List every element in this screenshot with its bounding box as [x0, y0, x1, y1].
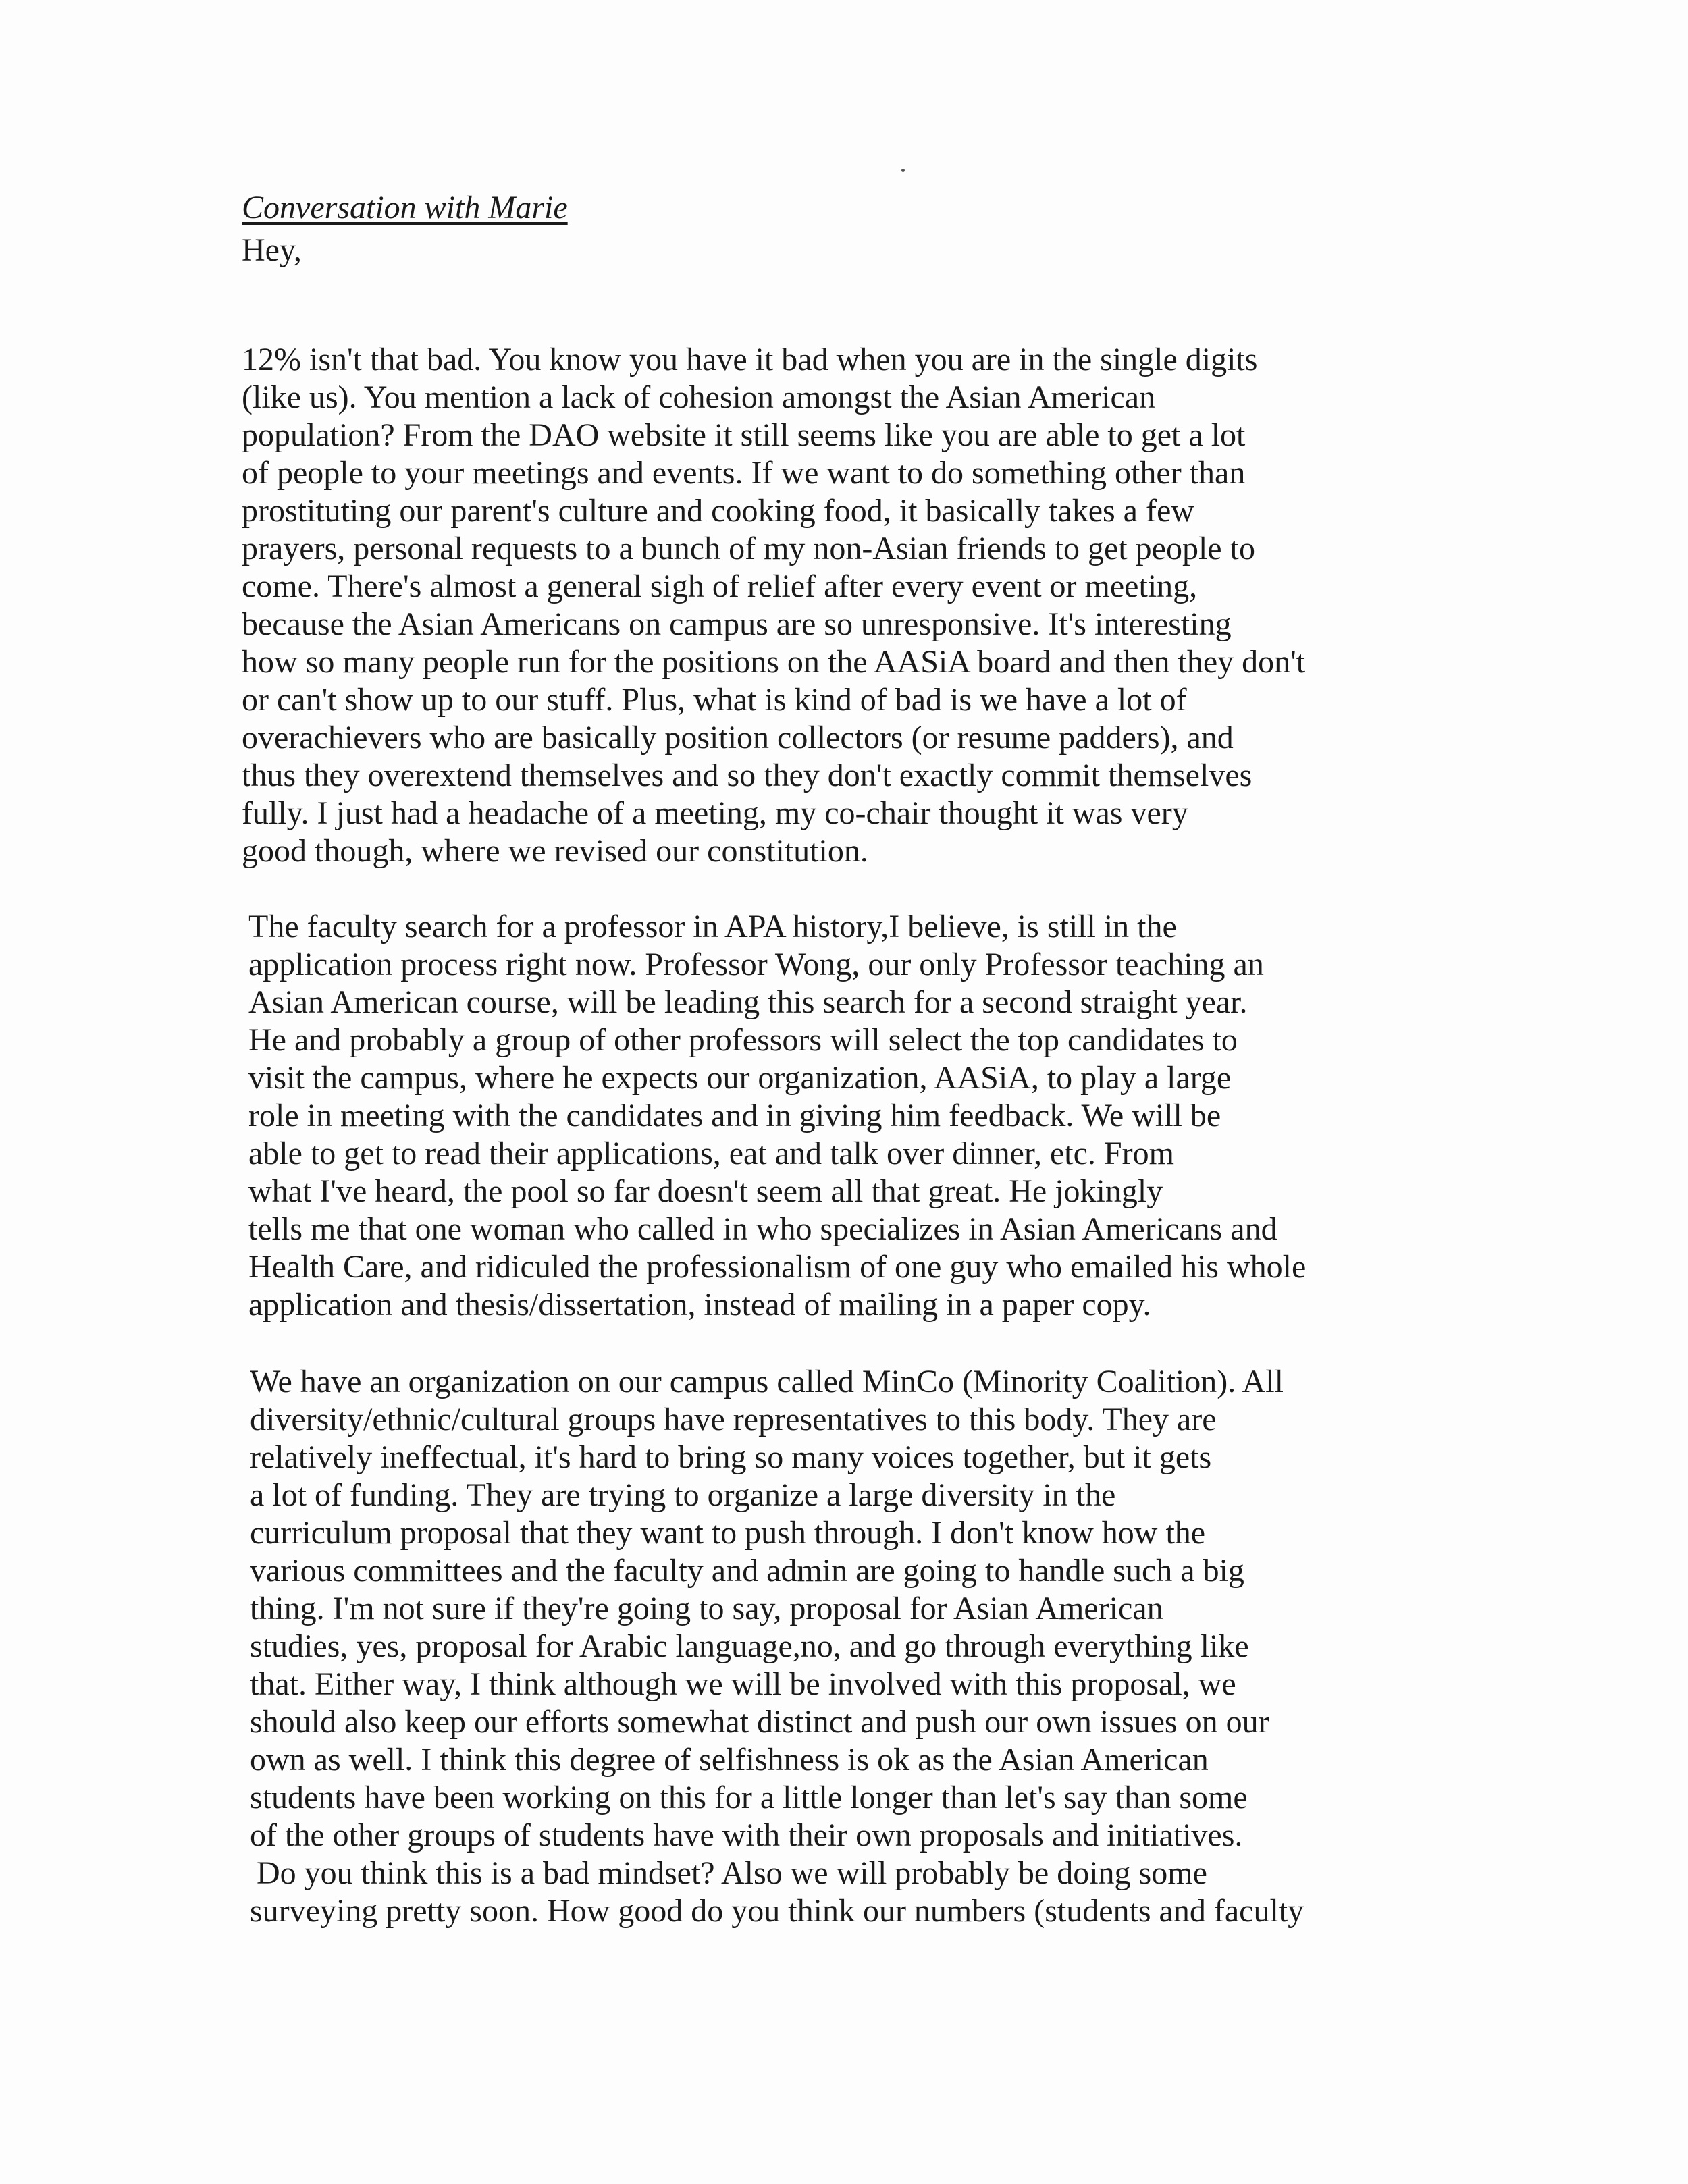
- paragraph-line: diversity/ethnic/cultural groups have representatives to this body. They are: [250, 1402, 1217, 1437]
- paragraph-line: relatively ineffectual, it's hard to bring so many voices together, but it gets: [250, 1439, 1212, 1475]
- document-title: Conversation with Marie: [242, 190, 568, 225]
- paragraph-line: studies, yes, proposal for Arabic language,no, and go through everything like: [250, 1628, 1249, 1664]
- paragraph-line: application process right now. Professor Wong, our only Professor teaching an: [248, 947, 1264, 982]
- greeting: Hey,: [242, 232, 302, 268]
- paragraph-line: tells me that one woman who called in who specializes in Asian Americans and: [248, 1211, 1277, 1247]
- paragraph-line: a lot of funding. They are trying to organize a large diversity in the: [250, 1477, 1116, 1513]
- paragraph-line: He and probably a group of other professors will select the top candidates to: [248, 1022, 1238, 1058]
- paragraph-line: Health Care, and ridiculed the professionalism of one guy who emailed his whole: [248, 1249, 1307, 1285]
- paragraph-line: We have an organization on our campus called MinCo (Minority Coalition). All: [250, 1364, 1284, 1400]
- paragraph-line: Do you think this is a bad mindset? Also we will probably be doing some: [257, 1855, 1207, 1891]
- paragraph-line: visit the campus, where he expects our organization, AASiA, to play a large: [248, 1060, 1232, 1096]
- paragraph-line: various committees and the faculty and admin are going to handle such a big: [250, 1553, 1244, 1589]
- paragraph-line: of people to your meetings and events. If we want to do something other than: [242, 455, 1246, 491]
- paragraph-line: population? From the DAO website it still seems like you are able to get a lot: [242, 417, 1246, 453]
- paragraph-line: surveying pretty soon. How good do you think our numbers (students and faculty: [250, 1893, 1304, 1929]
- paragraph-line: application and thesis/dissertation, instead of mailing in a paper copy.: [248, 1287, 1151, 1323]
- paragraph-line: how so many people run for the positions on the AASiA board and then they don't: [242, 644, 1306, 680]
- paragraph-line: able to get to read their applications, eat and talk over dinner, etc. From: [248, 1136, 1174, 1171]
- paragraph-line: overachievers who are basically position collectors (or resume padders), and: [242, 720, 1234, 755]
- paragraph-line: students have been working on this for a little longer than let's say than some: [250, 1780, 1248, 1815]
- paragraph-line: or can't show up to our stuff. Plus, what is kind of bad is we have a lot of: [242, 682, 1187, 718]
- paragraph-line: thus they overextend themselves and so they don't exactly commit themselves: [242, 757, 1252, 793]
- paragraph-line: The faculty search for a professor in APA history,I believe, is still in the: [248, 909, 1177, 944]
- paragraph-line: prayers, personal requests to a bunch of my non-Asian friends to get people to: [242, 531, 1255, 566]
- paragraph-line: should also keep our efforts somewhat distinct and push our own issues on our: [250, 1704, 1269, 1740]
- paragraph-line: that. Either way, I think although we will be involved with this proposal, we: [250, 1666, 1236, 1702]
- paragraph-line: Asian American course, will be leading this search for a second straight year.: [248, 984, 1248, 1020]
- paragraph-line: of the other groups of students have with their own proposals and initiatives.: [250, 1817, 1243, 1853]
- paragraph-line: curriculum proposal that they want to push through. I don't know how the: [250, 1515, 1206, 1551]
- paragraph-line: role in meeting with the candidates and in giving him feedback. We will be: [248, 1098, 1221, 1134]
- paragraph-line: 12% isn't that bad. You know you have it bad when you are in the single digits: [242, 342, 1258, 377]
- paragraph-line: thing. I'm not sure if they're going to say, proposal for Asian American: [250, 1591, 1163, 1626]
- paragraph-line: good though, where we revised our constitution.: [242, 833, 868, 869]
- paragraph-line: prostituting our parent's culture and cooking food, it basically takes a few: [242, 493, 1194, 529]
- paragraph-line: what I've heard, the pool so far doesn't seem all that great. He jokingly: [248, 1173, 1163, 1209]
- paragraph-line: because the Asian Americans on campus are so unresponsive. It's interesting: [242, 606, 1232, 642]
- scan-speck: [901, 169, 905, 172]
- paragraph-line: fully. I just had a headache of a meeting, my co-chair thought it was very: [242, 795, 1188, 831]
- paragraph-line: come. There's almost a general sigh of relief after every event or meeting,: [242, 568, 1198, 604]
- paragraph-line: own as well. I think this degree of selfishness is ok as the Asian American: [250, 1742, 1209, 1778]
- paragraph-line: (like us). You mention a lack of cohesion amongst the Asian American: [242, 379, 1156, 415]
